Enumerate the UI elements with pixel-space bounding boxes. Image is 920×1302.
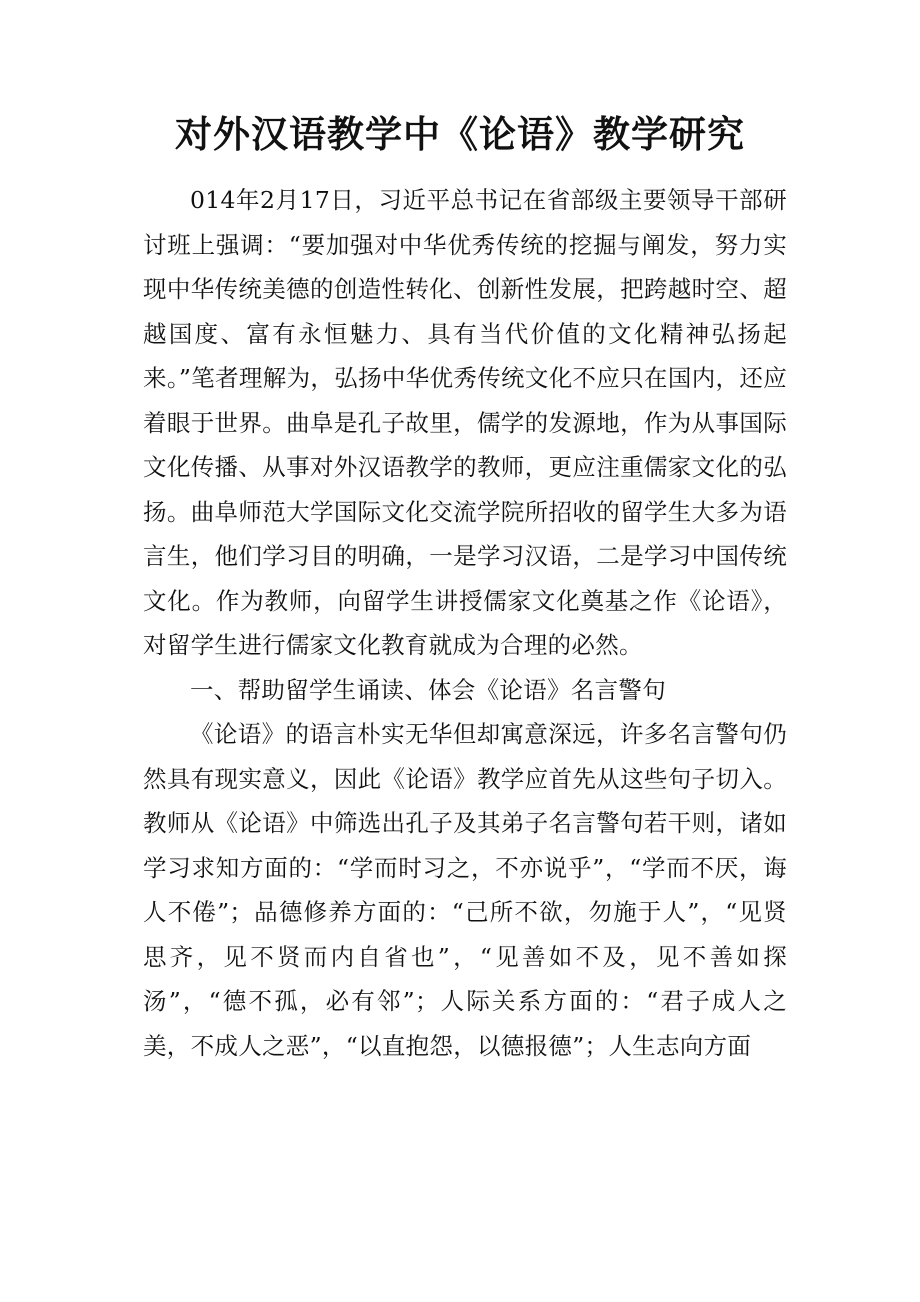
- section-heading-1: 一、帮助留学生诵读、体会《论语》名言警句: [190, 675, 666, 704]
- document-body: [143, 178, 787, 1068]
- paragraph-intro: 014年2月17日，习近平总书记在省部级主要领导干部研讨班上强调：“要加强对中华优秀传统的挖掘与阐发，努力实现中华传统美德的创造性转化、创新性发展，把跨越时空、超越国度、富有永恒魅力、具有当代价值的文化精神弘扬起来。”笔者理解为，弘扬中华优秀传统文化不应只在国内，还应着眼于世界。曲阜是孔子故里，儒学的发源地，作为从事国际文化传播、从事对外汉语教学的教师，更应注重儒家文化的弘扬。曲阜师范大学国际文化交流学院所招收的留学生大多为语言生，他们学习目的明确，一是学习汉语，二是学习中国传统文化。作为教师，向留学生讲授儒家文化奠基之作《论语》，对留学生进行儒家文化教育就成为合理的必然。: [143, 186, 787, 659]
- paragraph-section-1: 《论语》的语言朴实无华但却寓意深远，许多名言警句仍然具有现实意义，因此《论语》教学应首先从这些句子切入。教师从《论语》中筛选出孔子及其弟子名言警句若干则，诸如学习求知方面的：“学而时习之，不亦说乎”，“学而不厌，诲人不倦”；品德修养方面的：“己所不欲，勿施于人”，“见贤思齐，见不贤而内自省也”，“见善如不及，见不善如探汤”，“德不孤，必有邻”；人际关系方面的：“君子成人之美，不成人之恶”，“以直抱怨，以德报德”；人生志向方面: [143, 720, 787, 1060]
- document-title: 对外汉语教学中《论语》教学研究: [175, 112, 745, 156]
